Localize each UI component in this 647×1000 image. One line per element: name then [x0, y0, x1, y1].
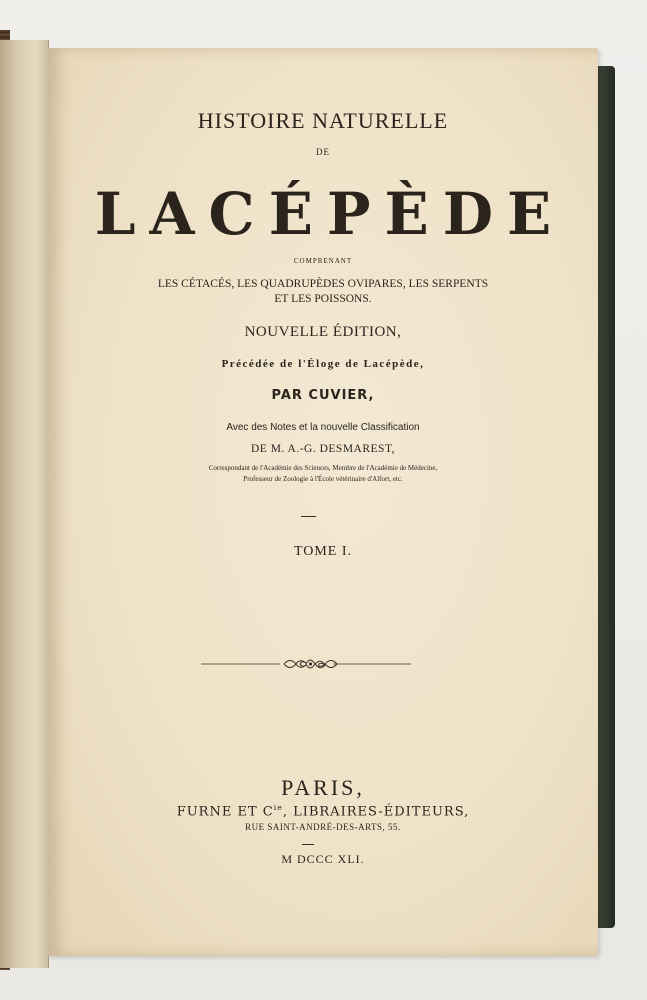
contents-description	[48, 277, 598, 307]
imprint-city: PARIS,	[281, 775, 365, 800]
separator-dash	[301, 516, 316, 517]
imprint-separator-dash	[302, 844, 314, 845]
edition-label: NOUVELLE ÉDITION,	[244, 324, 402, 340]
publisher-name: FURNE ET C	[176, 804, 274, 820]
left-page-edge	[0, 40, 49, 968]
publisher-superscript: ie	[273, 803, 283, 812]
preface-note: Précédée de l'Éloge de Lacépède,	[221, 358, 425, 370]
publisher-line	[48, 803, 598, 819]
editor-credentials	[48, 463, 598, 485]
title-connector: DE	[316, 147, 330, 157]
editor-name: DE M. A.-G. DESMAREST,	[250, 443, 395, 455]
publisher-role: , LIBRAIRES-ÉDITEURS,	[282, 804, 470, 820]
comprenant-label: COMPRENANT	[293, 257, 353, 265]
by-author: PAR CUVIER,	[271, 388, 375, 403]
author-name: LACÉPÈDE	[94, 180, 566, 248]
publisher-address: RUE SAINT-ANDRÉ-DES-ARTS, 55.	[245, 822, 401, 832]
credentials-line-2: Professeur de Zoologie à l'École vétérinaire d'Alfort, etc.	[243, 475, 403, 483]
ornament-graphic	[48, 654, 598, 674]
contents-line-1: LES CÉTACÉS, LES QUADRUPÈDES OVIPARES, LES SERPENTS	[157, 278, 489, 290]
decorative-scroll-ornament-icon	[48, 654, 598, 674]
credentials-line-1: Correspondant de l'Académie des Sciences, Membre de l'Académie de Médecine,	[208, 464, 438, 472]
book-title: HISTOIRE NATURELLE	[197, 108, 449, 133]
notes-line: Avec des Notes et la nouvelle Classification	[226, 422, 420, 433]
volume-label: TOME I.	[293, 544, 353, 559]
publication-date: M DCCC XLI.	[281, 852, 365, 866]
contents-line-2: ET LES POISSONS.	[274, 293, 372, 305]
